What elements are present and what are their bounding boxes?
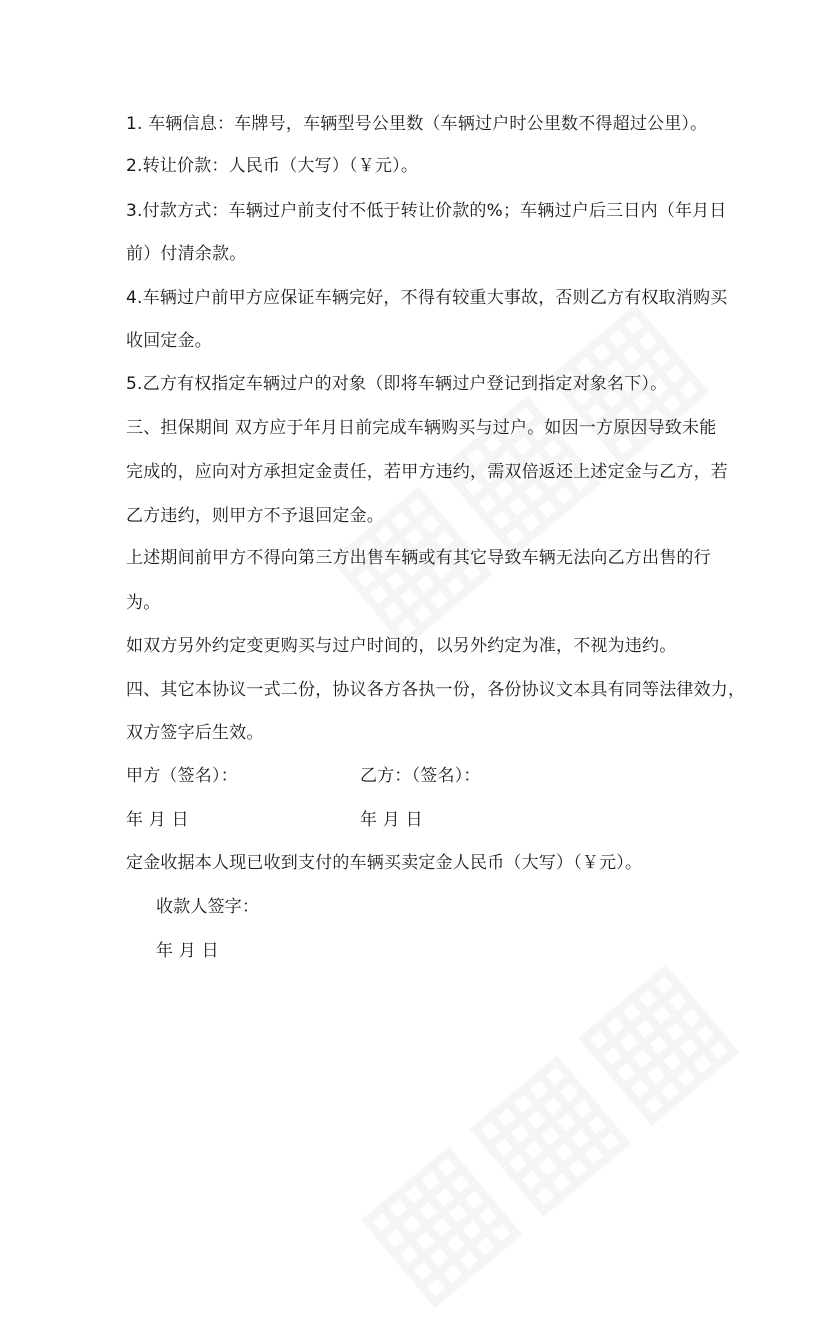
payee-signature-label: 收款人签字：: [156, 897, 260, 917]
time-change-clause: 如双方另外约定变更购买与过户时间的，以另外约定为准，不视为违约。: [126, 636, 677, 656]
payee-date: 年 月 日: [156, 941, 219, 961]
party-b-signature-label: 乙方：（签名）：: [360, 766, 481, 786]
period-restriction-line-1: 上述期间前甲方不得向第三方出售车辆或有其它导致车辆无法向乙方出售的行: [126, 548, 711, 568]
section-3-guarantee-line-3: 乙方违约，则甲方不予退回定金。: [126, 506, 384, 526]
party-b-date: 年 月 日: [360, 810, 423, 830]
clause-4-condition-line-2: 收回定金。: [126, 331, 212, 351]
section-4-other-line-2: 双方签字后生效。: [126, 723, 264, 743]
deposit-receipt-text: 定金收据本人现已收到支付的车辆买卖定金人民币（大写）（￥元）。: [126, 853, 643, 873]
section-3-guarantee-line-2: 完成的，应向对方承担定金责任，若甲方违约，需双倍返还上述定金与乙方，若: [126, 462, 728, 482]
clause-2-price: 2.转让价款：人民币（大写）（￥元）。: [126, 156, 419, 176]
party-a-date: 年 月 日: [126, 810, 189, 830]
section-4-other-line-1: 四、其它本协议一式二份，协议各方各执一份，各份协议文本具有同等法律效力，: [126, 680, 746, 700]
clause-4-condition-line-1: 4.车辆过户前甲方应保证车辆完好，不得有较重大事故，否则乙方有权取消购买: [126, 288, 728, 308]
clause-3-payment-line-2: 前）付清余款。: [126, 244, 247, 264]
clause-1-vehicle-info: 1. 车辆信息：车牌号，车辆型号公里数（车辆过户时公里数不得超过公里）。: [126, 114, 708, 134]
clause-5-transfer-target: 5.乙方有权指定车辆过户的对象（即将车辆过户登记到指定对象名下）。: [126, 374, 668, 394]
section-3-guarantee-line-1: 三、担保期间 双方应于年月日前完成车辆购买与过户。如因一方原因导致未能: [126, 418, 717, 438]
period-restriction-line-2: 为。: [126, 593, 161, 613]
party-a-signature-label: 甲方（签名）：: [126, 766, 238, 786]
clause-3-payment-line-1: 3.付款方式：车辆过户前支付不低于转让价款的%；车辆过户后三日内（年月日: [126, 201, 727, 221]
watermark-graphic: [324, 924, 762, 1330]
